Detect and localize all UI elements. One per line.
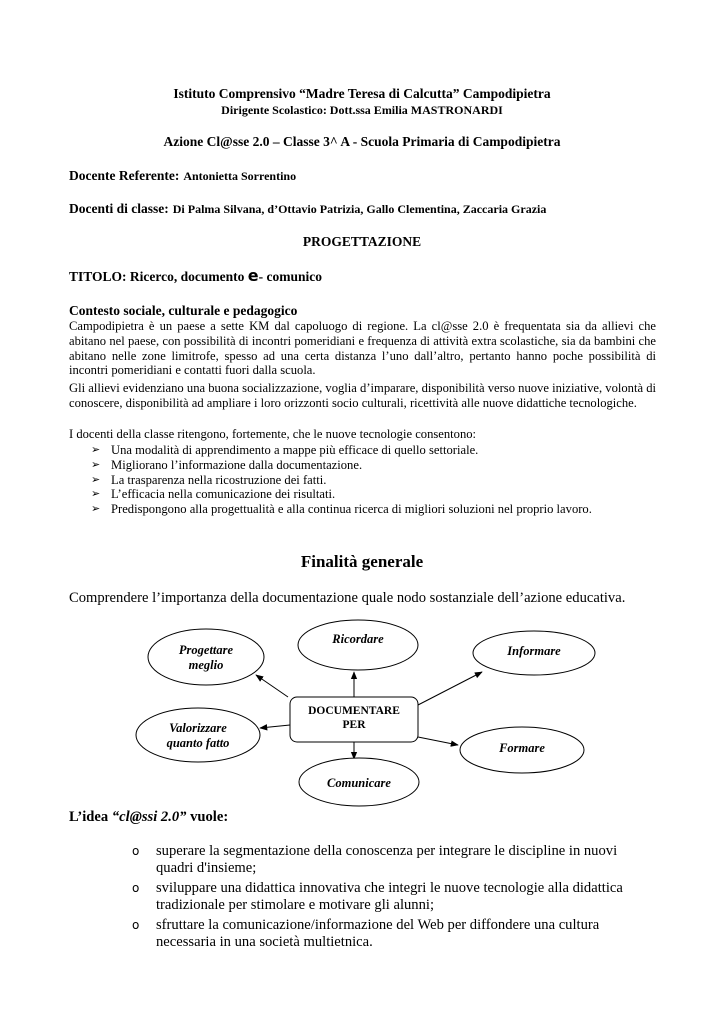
titolo-prefix: TITOLO: Ricerco, documento — [69, 269, 245, 284]
list-item: o superare la segmentazione della conoscenza per integrare le discipline in nuovi quadri d'insieme; — [132, 843, 618, 876]
arrow-bullet-icon: ➢ — [91, 502, 101, 516]
circle-bullet-icon: o — [132, 881, 140, 895]
idea-prefix: L’idea — [69, 809, 109, 825]
arrow-bullet-icon: ➢ — [91, 443, 101, 456]
arrow-to-informare — [418, 672, 482, 705]
documentare-diagram — [0, 610, 724, 815]
circle-bullet-icon: o — [132, 918, 140, 932]
list-item: ➢ Migliorano l’informazione dalla documentazione. — [91, 457, 363, 472]
titolo-e-glyph: e — [247, 266, 259, 285]
arrow-bullet-icon: ➢ — [91, 487, 101, 501]
contesto-bullet-list — [91, 443, 671, 517]
node-progettare — [148, 629, 264, 685]
node-formare-label: Formare — [499, 741, 545, 755]
finalita-heading: Finalità generale — [300, 552, 424, 571]
center-label-1: DOCUMENTARE — [308, 705, 400, 717]
idea-italic: “cl@ssi 2.0” — [111, 809, 187, 825]
circle-bullet-icon: o — [132, 844, 140, 858]
idea-suffix: vuole: — [190, 809, 229, 825]
arrow-bullet-icon: ➢ — [91, 472, 101, 486]
node-progettare-label-2: meglio — [188, 658, 224, 672]
progettazione-heading: PROGETTAZIONE — [302, 234, 422, 249]
arrow-to-formare — [418, 737, 458, 745]
list-item: ➢ L’efficacia nella comunicazione dei risultati. — [91, 487, 336, 502]
idea-heading — [69, 809, 228, 826]
node-valorizzare-label-2: quanto fatto — [166, 736, 230, 750]
list-item: ➢ Una modalità di apprendimento a mappe più efficace di quello settoriale. — [91, 443, 479, 457]
idea-list — [132, 843, 632, 954]
contesto-paragraph-3: I docenti della classe ritengono, fortemente, che le nuove tecnologie consentono: — [69, 427, 477, 441]
list-item: ➢ Predispongono alla progettualità e alla continua ricerca di migliori soluzioni nel proprio lavoro. — [91, 502, 592, 517]
node-comunicare-label: Comunicare — [327, 776, 391, 790]
node-valorizzare — [136, 708, 260, 762]
finalita-text: Comprendere l’importanza della documentazione quale nodo sostanziale dell’azione educativa. — [69, 590, 626, 606]
referente-line — [69, 167, 296, 185]
docenti-value: Di Palma Silvana, d’Ottavio Patrizia, Gallo Clementina, Zaccaria Grazia — [172, 202, 547, 216]
node-valorizzare-label-1: Valorizzare — [169, 721, 227, 735]
titolo-line — [69, 266, 322, 285]
institute-title: Istituto Comprensivo “Madre Teresa di Calcutta” Campodipietra — [173, 86, 551, 101]
node-ricordare-label: Ricordare — [332, 632, 384, 646]
referente-label: Docente Referente: — [69, 168, 180, 183]
node-progettare-label-1: Progettare — [178, 643, 234, 657]
contesto-paragraph-2: Gli allievi evidenziano una buona socializzazione, voglia d’imparare, disponibilità verso nuove iniziative, volontà di conoscere, disponibilità ad ampliare i loro orizzonti socio culturali, ricettività alle nuove didattiche tecnologiche. — [69, 381, 656, 410]
docenti-line — [69, 200, 546, 218]
list-item: o sfruttare la comunicazione/informazione del Web per diffondere una cultura necessaria in una società multietnica. — [132, 917, 600, 950]
titolo-suffix: - comunico — [258, 269, 322, 284]
node-informare-label: Informare — [507, 644, 561, 658]
list-item: o sviluppare una didattica innovativa che integri le nuove tecnologie alla didattica tradizionale per stimolare e motivare gli alunni; — [132, 880, 623, 913]
arrow-to-valorizzare — [260, 725, 290, 728]
list-item: ➢ La trasparenza nella ricostruzione dei fatti. — [91, 472, 327, 487]
contesto-heading: Contesto sociale, culturale e pedagogico — [69, 303, 298, 318]
docenti-label: Docenti di classe: — [69, 201, 169, 216]
action-title: Azione Cl@sse 2.0 – Classe 3^ A - Scuola Primaria di Campodipietra — [163, 134, 561, 149]
center-label-2: PER — [342, 719, 366, 731]
referente-value: Antonietta Sorrentino — [183, 169, 297, 183]
arrow-to-progettare — [256, 675, 288, 697]
director-line: Dirigente Scolastico: Dott.ssa Emilia MASTRONARDI — [221, 103, 503, 117]
contesto-paragraph-1: Campodipietra è un paese a sette KM dal capoluogo di regione. La cl@sse 2.0 è frequentata sia da allievi che abitano nel paese, con possibilità di incontri pomeridiani e frequenza di attività extra scolastiche, sia da bambini che abitano nelle zone limitrofe, spesso ad una certa distanza l’uno dall’altro, pertanto hanno poche possibilità di incontri pomeridiani e contatti fuori dalla scuola. — [69, 319, 656, 378]
arrow-bullet-icon: ➢ — [91, 457, 101, 471]
